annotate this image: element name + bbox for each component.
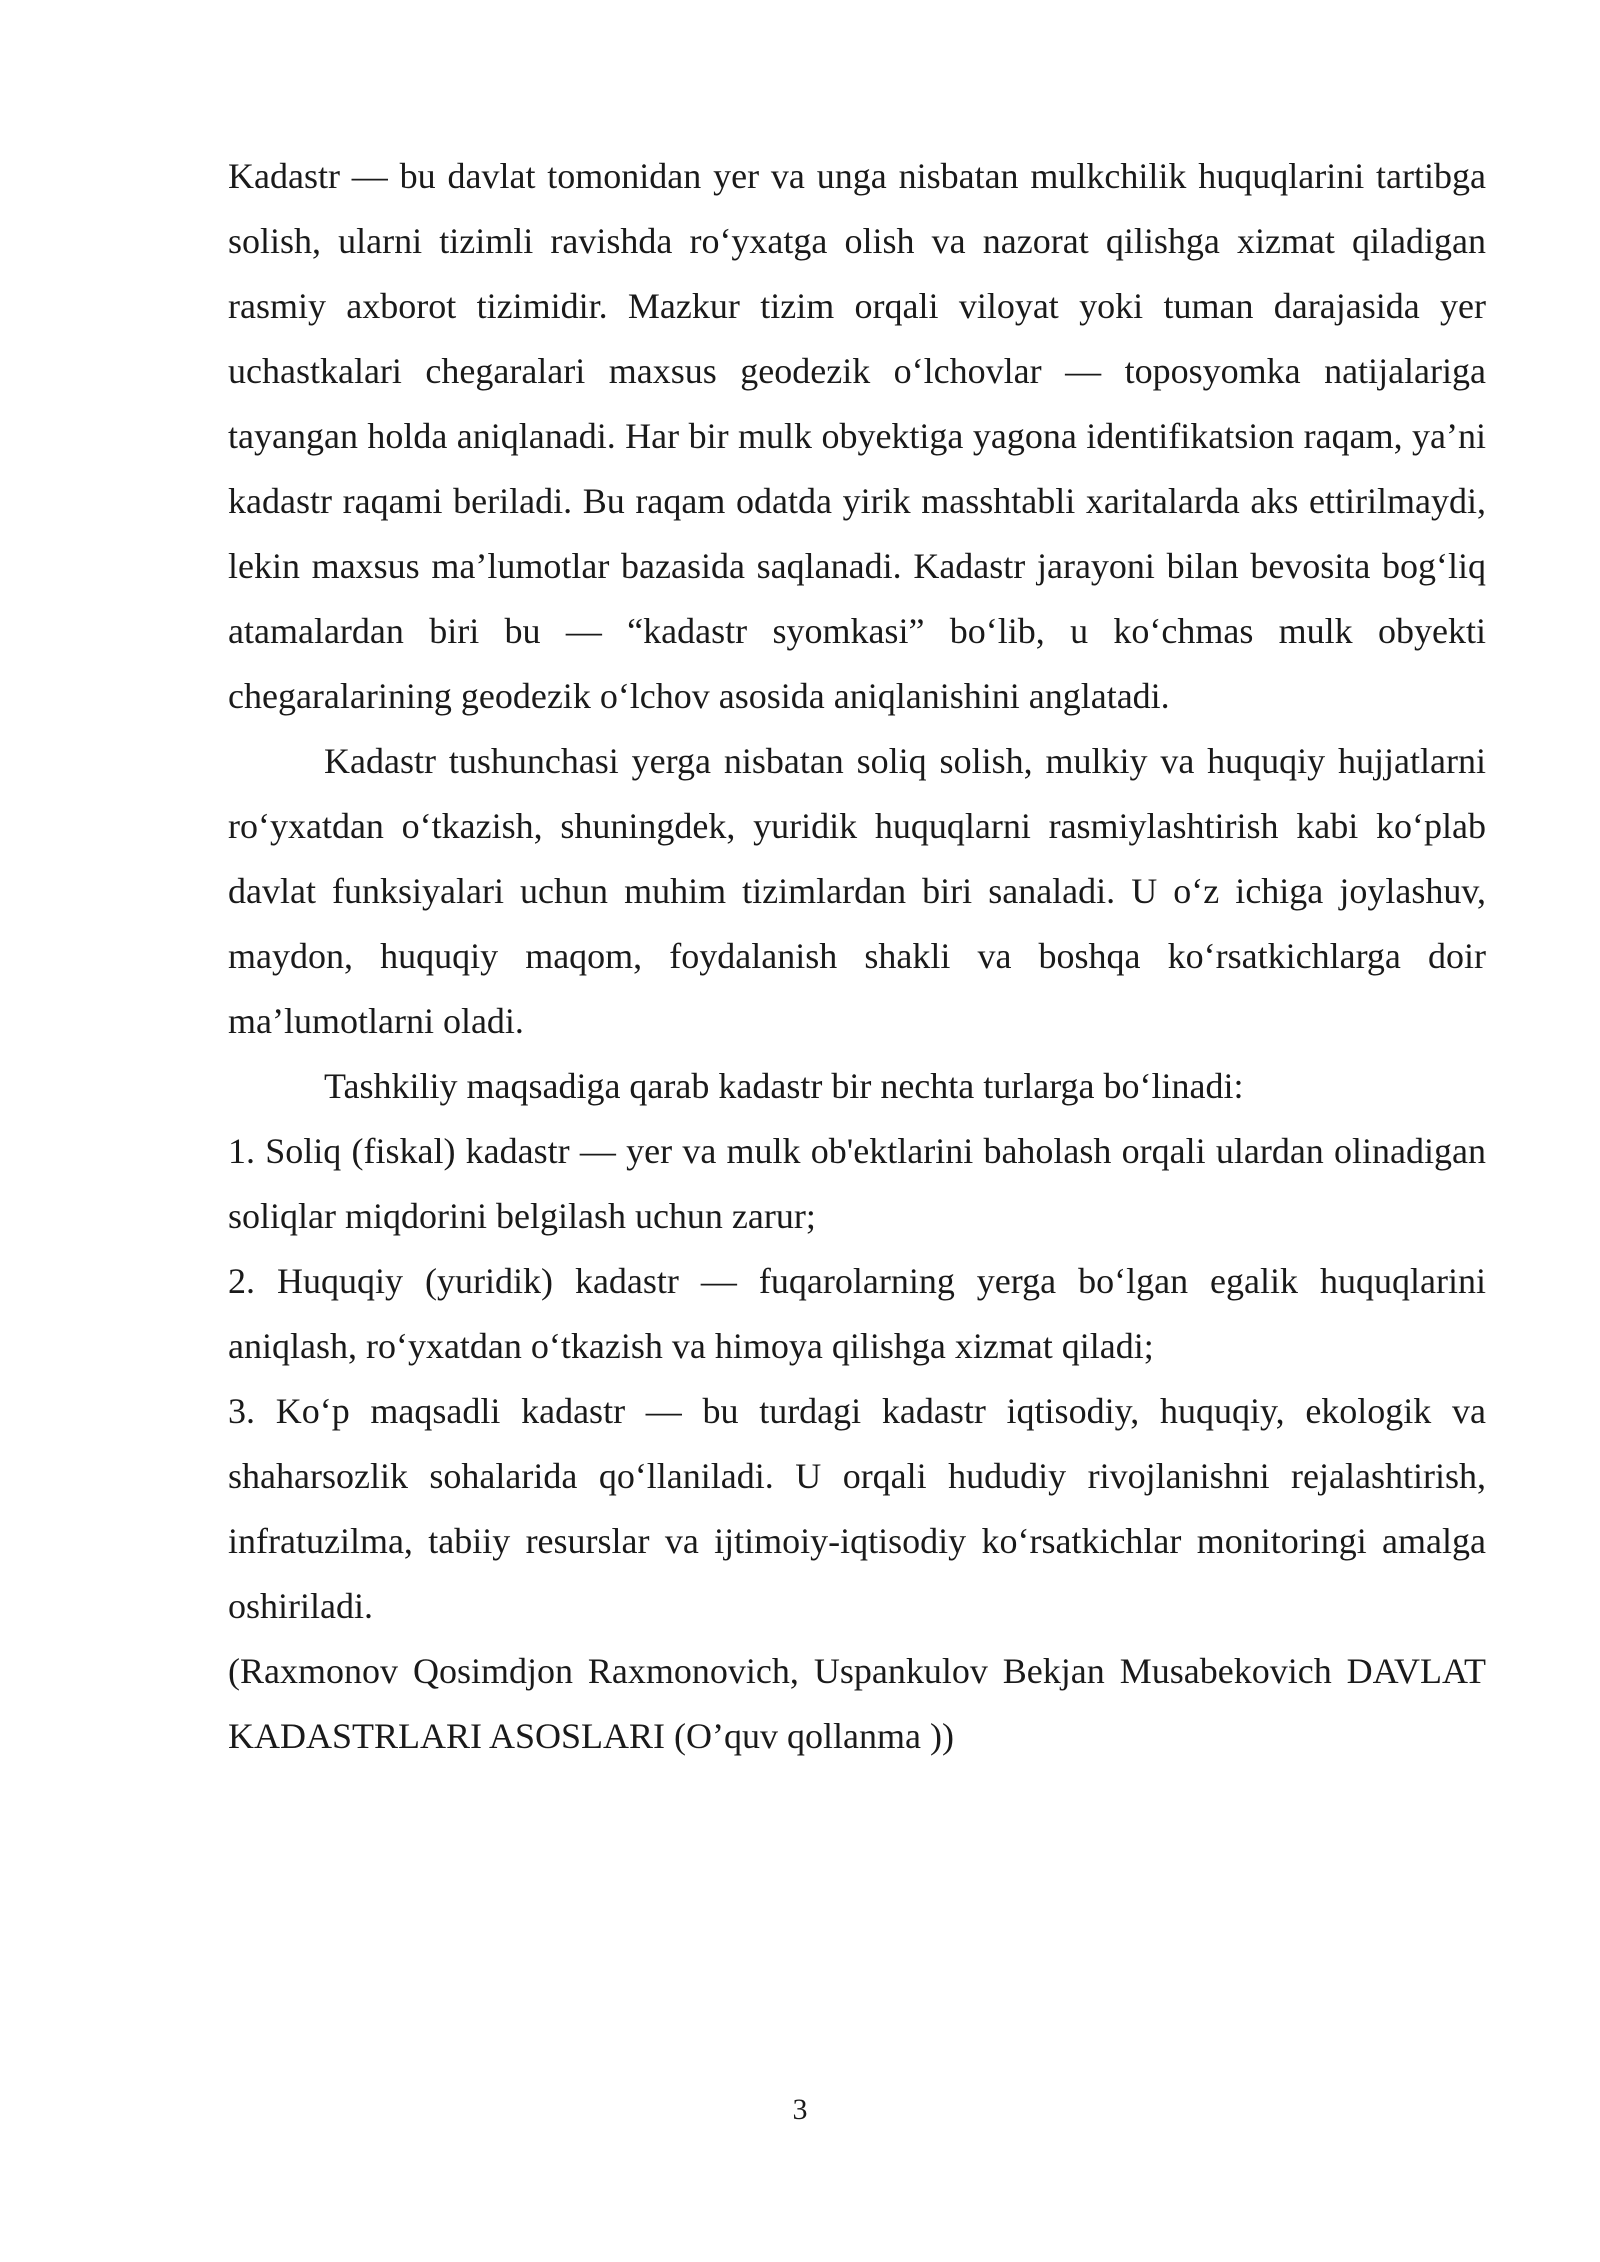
page-number: 3 — [792, 2093, 808, 2126]
paragraph-kadastr-concept: Kadastr tushunchasi yerga nisbatan soliq solish, mulkiy va huquqiy hujjatlarni ro‘yxatdan o‘tkazish, shuningdek, yuridik huquqlarni rasmiylashtirish kabi ko‘plab davlat funksiyalari uchun muhim tizimlardan biri sanaladi. U o‘z ichiga joylashuv, maydon, huquqiy maqom, foydalanish shakli va boshqa ko‘rsatkichlarga doir ma’lumotlarni oladi. — [228, 741, 1486, 1041]
paragraph-kadastr-definition: Kadastr — bu davlat tomonidan yer va unga nisbatan mulkchilik huquqlarini tartibga solish, ularni tizimli ravishda ro‘yxatga olish va nazorat qilishga xizmat qiladigan rasmiy axborot tizimidir. Mazkur tizim orqali viloyat yoki tuman darajasida yer uchastkalari chegaralari maxsus geodezik o‘lchovlar — toposyomka natijalariga tayangan holda aniqlanadi. Har bir mulk obyektiga yagona identifikatsion raqam, ya’ni kadastr raqami beriladi. Bu raqam odatda yirik masshtabli xaritalarda aks ettirilmaydi, lekin maxsus ma’lumotlar bazasida saqlanadi. Kadastr jarayoni bilan bevosita bog‘liq atamalardan biri bu — “kadastr syomkasi” bo‘lib, u ko‘chmas mulk obyekti chegaralarining geodezik o‘lchov asosida aniqlanishini anglatadi. — [228, 156, 1486, 716]
paragraph-kadastr-types-intro: Tashkiliy maqsadiga qarab kadastr bir nechta turlarga bo‘linadi: — [324, 1066, 1244, 1106]
list-item-legal-kadastr: 2. Huquqiy (yuridik) kadastr — fuqarolarning yerga bo‘lgan egalik huquqlarini aniqlash, ro‘yxatdan o‘tkazish va himoya qilishga xizmat qiladi; — [228, 1261, 1486, 1366]
document-body — [228, 144, 1486, 1769]
list-item-multipurpose-kadastr: 3. Ko‘p maqsadli kadastr — bu turdagi kadastr iqtisodiy, huquqiy, ekologik va shaharsozlik sohalarida qo‘llaniladi. U orqali hududiy rivojlanishni rejalashtirish, infratuzilma, tabiiy resurslar va ijtimoiy-iqtisodiy ko‘rsatkichlar monitoringi amalga oshiriladi. — [228, 1391, 1486, 1626]
list-item-fiscal-kadastr: 1. Soliq (fiskal) kadastr — yer va mulk ob'ektlarini baholash orqali ulardan olinadigan soliqlar miqdorini belgilash uchun zarur; — [228, 1131, 1486, 1236]
citation: (Raxmonov Qosimdjon Raxmonovich, Uspankulov Bekjan Musabekovich DAVLAT KADASTRLARI ASOSLARI (O’quv qollanma )) — [228, 1651, 1486, 1756]
